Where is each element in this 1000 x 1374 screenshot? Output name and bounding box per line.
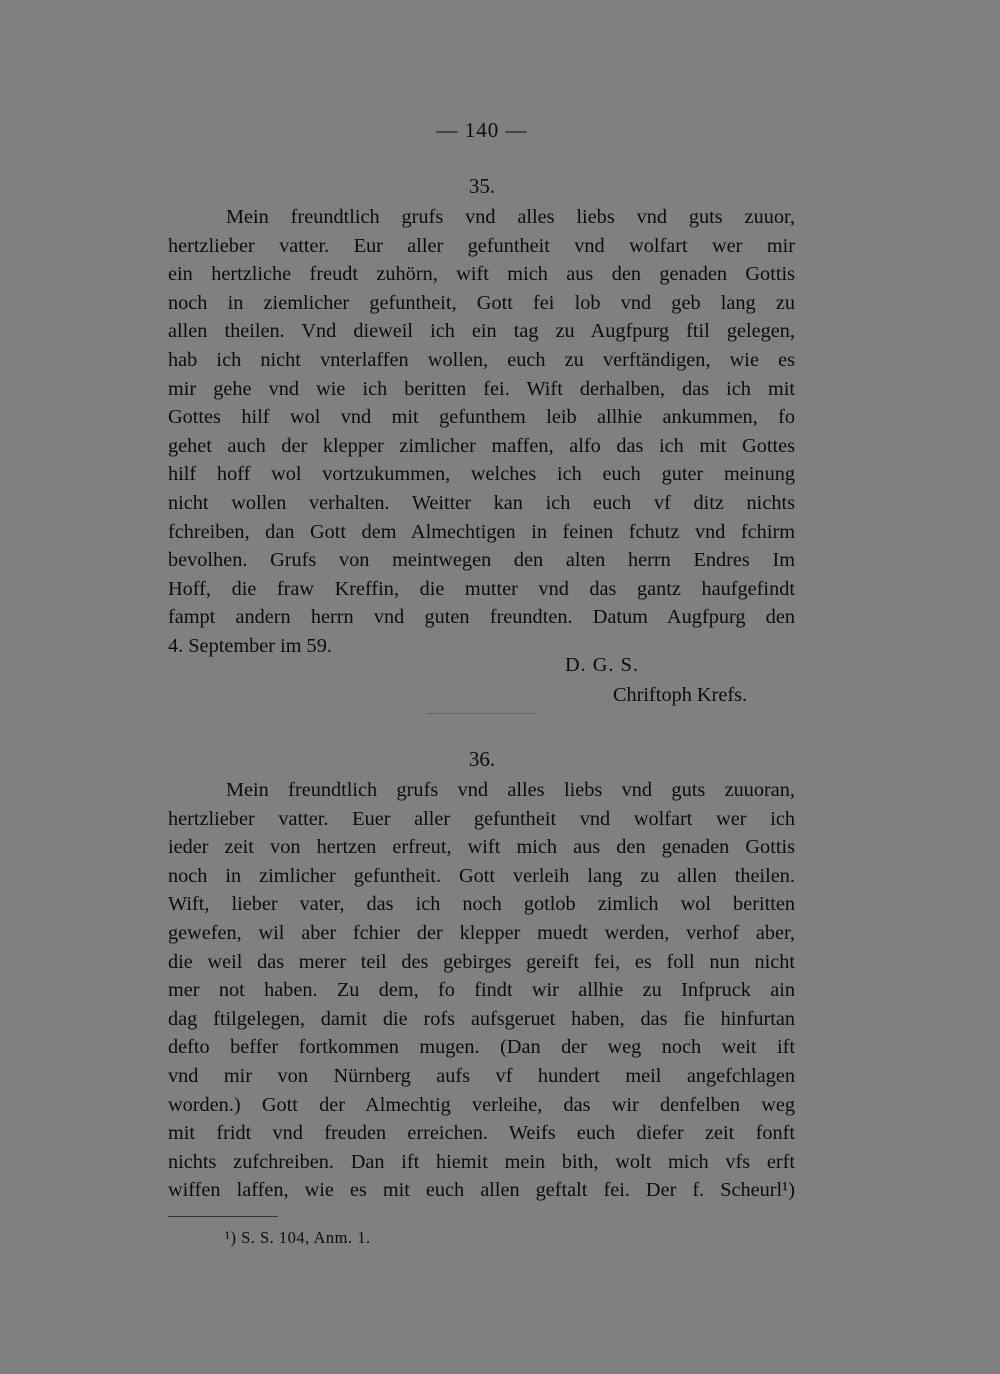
text-line: hertzlieber vatter. Euer aller gefuntheit vnd wolfart wer ich xyxy=(168,807,795,830)
text-line: mer not haben. Zu dem, fo findt wir allhie zu Infpruck ain xyxy=(168,979,795,1002)
footnote-rule xyxy=(168,1216,278,1217)
text-line: die weil das merer teil des gebirges gereift fei, es foll nun nicht xyxy=(168,950,795,973)
signature-initials: D. G. S. xyxy=(565,654,639,676)
section-divider xyxy=(428,713,536,714)
text-line: Gottes hilf wol vnd mit gefunthem leib allhie ankummen, fo xyxy=(168,406,795,429)
text-line: gewefen, wil aber fchier der klepper muedt werden, verhof aber, xyxy=(168,921,795,944)
text-line: hertzlieber vatter. Eur aller gefuntheit vnd wolfart wer mir xyxy=(168,234,795,257)
text-line: worden.) Gott der Almechtig verleihe, das wir denfelben weg xyxy=(168,1093,795,1116)
text-line: Hoff, die fraw Kreffin, die mutter vnd das gantz haufgefindt xyxy=(168,577,795,600)
text-line: mit fridt vnd freuden erreichen. Weifs euch diefer zeit fonft xyxy=(168,1122,795,1145)
text-line: defto beffer fortkommen mugen. (Dan der weg noch weit ift xyxy=(168,1036,795,1059)
signature-name: Chriftoph Krefs. xyxy=(613,684,748,706)
letter-number: 35. xyxy=(468,174,496,198)
letter-36-body xyxy=(168,776,795,1205)
text-line: hab ich nicht vnterlaffen wollen, euch zu verftändigen, wie es xyxy=(168,348,795,371)
text-line: fchreiben, dan Gott dem Almechtigen in feinen fchutz vnd fchirm xyxy=(168,520,795,543)
text-line: wiffen laffen, wie es mit euch allen geftalt fei. Der f. Scheurl¹) xyxy=(168,1179,795,1202)
text-line: noch in zimlicher gefuntheit. Gott verleih lang zu allen theilen. xyxy=(168,864,795,887)
text-line: ein hertzliche freudt zuhörn, wift mich aus den genaden Gottis xyxy=(168,263,795,286)
text-line: mir gehe vnd wie ich beritten fei. Wift derhalben, das ich mit xyxy=(168,377,795,400)
text-line: bevolhen. Grufs von meintwegen den alten herrn Endres Im xyxy=(168,549,795,572)
page-number: — 140 — xyxy=(436,118,528,142)
text-line: 4. September im 59. xyxy=(168,634,332,657)
text-line: Mein freundtlich grufs vnd alles liebs vnd guts zuuoran, xyxy=(226,779,795,801)
text-line: vnd mir von Nürnberg aufs vf hundert meil angefchlagen xyxy=(168,1064,795,1087)
text-line: gehet auch der klepper zimlicher maffen, alfo das ich mit Gottes xyxy=(168,434,795,457)
text-line: Wift, lieber vater, das ich noch gotlob zimlich wol beritten xyxy=(168,893,795,916)
text-line: fampt andern herrn vnd guten freundten. Datum Augfpurg den xyxy=(168,606,795,629)
text-line: hilf hoff wol vortzukummen, welches ich euch guter meinung xyxy=(168,463,795,486)
text-line: Mein freundtlich grufs vnd alles liebs vnd guts zuuor, xyxy=(226,206,795,228)
text-line: noch in ziemlicher gefuntheit, Gott fei lob vnd geb lang zu xyxy=(168,291,795,314)
text-line: dag ftilgelegen, damit die rofs aufsgeruet haben, das fie hinfurtan xyxy=(168,1007,795,1030)
text-line: ieder zeit von hertzen erfreut, wift mich aus den genaden Gottis xyxy=(168,836,795,859)
footnote: ¹) S. S. 104, Anm. 1. xyxy=(225,1228,371,1247)
text-line: nichts zufchreiben. Dan ift hiemit mein bith, wolt mich vfs erft xyxy=(168,1150,795,1173)
letter-35-body xyxy=(168,203,795,661)
text-line: nicht wollen verhalten. Weitter kan ich euch vf ditz nichts xyxy=(168,491,795,514)
text-line: allen theilen. Vnd dieweil ich ein tag zu Augfpurg ftil gelegen, xyxy=(168,320,795,343)
letter-number: 36. xyxy=(468,747,496,771)
